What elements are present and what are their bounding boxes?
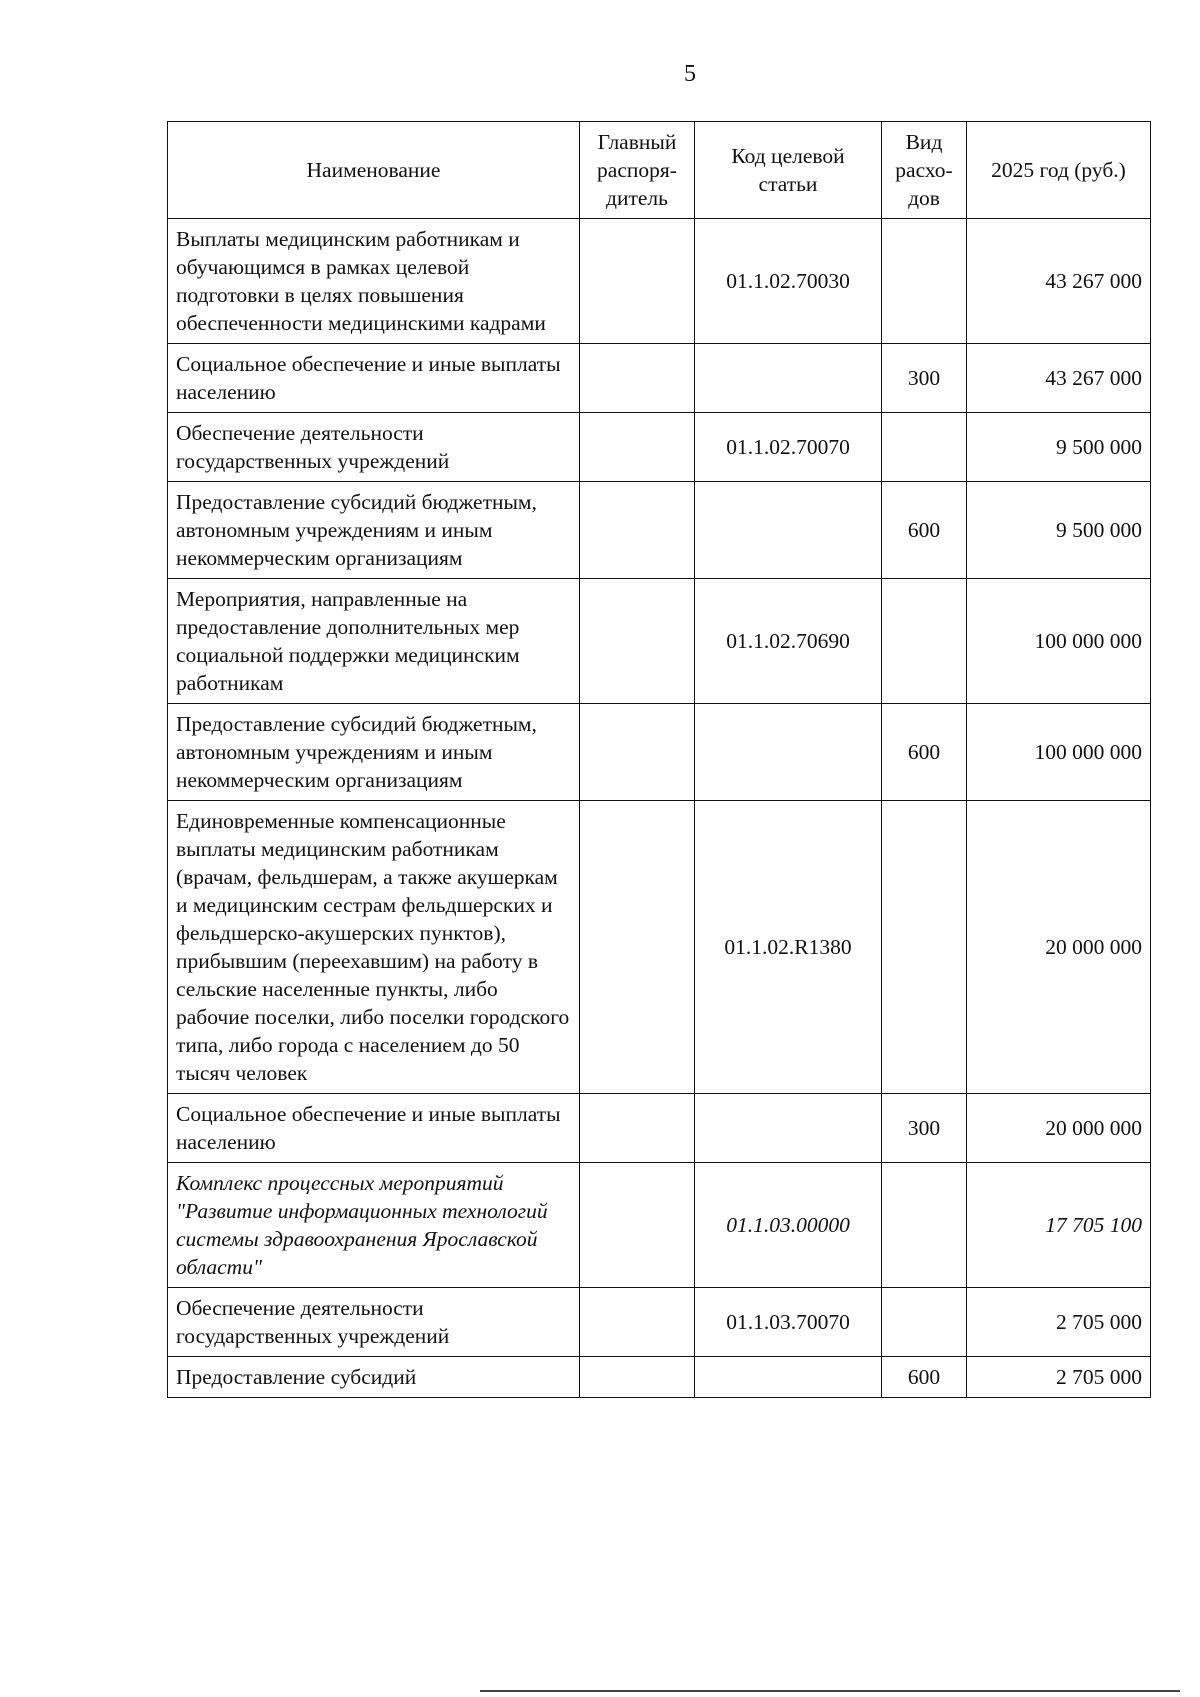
table-row xyxy=(168,1163,1151,1288)
cell-name: Мероприятия, направленные на предоставление дополнительных мер социальной поддержки медицинским работникам xyxy=(168,579,580,704)
table-row xyxy=(168,219,1151,344)
cell-name: Предоставление субсидий бюджетным, автономным учреждениям и иным некоммерческим организациям xyxy=(168,482,580,579)
table-row xyxy=(168,482,1151,579)
header-target-code: Код целевой статьи xyxy=(695,122,882,219)
cell-expense-type xyxy=(882,801,967,1094)
table-row xyxy=(168,344,1151,413)
cell-target-code: 01.1.03.70070 xyxy=(695,1288,882,1357)
cell-name: Обеспечение деятельности государственных учреждений xyxy=(168,413,580,482)
cell-amount-2025: 20 000 000 xyxy=(967,801,1151,1094)
cell-expense-type: 600 xyxy=(882,1357,967,1398)
cell-name: Обеспечение деятельности государственных учреждений xyxy=(168,1288,580,1357)
cell-expense-type xyxy=(882,219,967,344)
cell-target-code: 01.1.03.00000 xyxy=(695,1163,882,1288)
cell-target-code xyxy=(695,704,882,801)
cell-main-manager xyxy=(580,413,695,482)
cell-name: Предоставление субсидий бюджетным, автономным учреждениям и иным некоммерческим организациям xyxy=(168,704,580,801)
cell-name: Социальное обеспечение и иные выплаты населению xyxy=(168,1094,580,1163)
cell-main-manager xyxy=(580,1094,695,1163)
cell-expense-type: 600 xyxy=(882,704,967,801)
cell-expense-type: 600 xyxy=(882,482,967,579)
cell-amount-2025: 100 000 000 xyxy=(967,704,1151,801)
cell-main-manager xyxy=(580,482,695,579)
table-body xyxy=(168,219,1151,1398)
cell-amount-2025: 9 500 000 xyxy=(967,413,1151,482)
cell-amount-2025: 43 267 000 xyxy=(967,219,1151,344)
cell-target-code xyxy=(695,1357,882,1398)
cell-target-code: 01.1.02.70070 xyxy=(695,413,882,482)
cell-name: Комплекс процессных мероприятий "Развитие информационных технологий системы здравоохранения Ярославской области" xyxy=(168,1163,580,1288)
cell-target-code xyxy=(695,1094,882,1163)
table-row xyxy=(168,413,1151,482)
cell-expense-type xyxy=(882,1163,967,1288)
table-row xyxy=(168,801,1151,1094)
cell-main-manager xyxy=(580,1288,695,1357)
cell-main-manager xyxy=(580,1163,695,1288)
cell-main-manager xyxy=(580,579,695,704)
cell-expense-type: 300 xyxy=(882,344,967,413)
cell-name: Предоставление субсидий xyxy=(168,1357,580,1398)
cell-amount-2025: 100 000 000 xyxy=(967,579,1151,704)
cell-amount-2025: 20 000 000 xyxy=(967,1094,1151,1163)
table-row xyxy=(168,1094,1151,1163)
table-row xyxy=(168,704,1151,801)
cell-target-code: 01.1.02.70690 xyxy=(695,579,882,704)
cell-target-code: 01.1.02.70030 xyxy=(695,219,882,344)
table-row xyxy=(168,1288,1151,1357)
cell-main-manager xyxy=(580,219,695,344)
table-header-row xyxy=(168,122,1151,219)
cell-expense-type: 300 xyxy=(882,1094,967,1163)
header-year-2025: 2025 год (руб.) xyxy=(967,122,1151,219)
cell-expense-type xyxy=(882,1288,967,1357)
cell-target-code xyxy=(695,344,882,413)
cell-amount-2025: 2 705 000 xyxy=(967,1288,1151,1357)
cell-target-code xyxy=(695,482,882,579)
budget-table xyxy=(167,121,1151,1398)
header-expense-type: Вид расхо-дов xyxy=(882,122,967,219)
cell-name: Социальное обеспечение и иные выплаты населению xyxy=(168,344,580,413)
cell-main-manager xyxy=(580,801,695,1094)
cell-expense-type xyxy=(882,413,967,482)
footer-rule xyxy=(480,1690,1180,1692)
cell-main-manager xyxy=(580,704,695,801)
cell-name: Выплаты медицинским работникам и обучающимся в рамках целевой подготовки в целях повышения обеспеченности медицинскими кадрами xyxy=(168,219,580,344)
page-number: 5 xyxy=(684,61,696,87)
header-main-manager: Главный распоря-дитель xyxy=(580,122,695,219)
cell-main-manager xyxy=(580,1357,695,1398)
table-row xyxy=(168,579,1151,704)
cell-amount-2025: 9 500 000 xyxy=(967,482,1151,579)
cell-amount-2025: 2 705 000 xyxy=(967,1357,1151,1398)
cell-main-manager xyxy=(580,344,695,413)
cell-amount-2025: 17 705 100 xyxy=(967,1163,1151,1288)
table-row xyxy=(168,1357,1151,1398)
header-name: Наименование xyxy=(168,122,580,219)
cell-target-code: 01.1.02.R1380 xyxy=(695,801,882,1094)
cell-amount-2025: 43 267 000 xyxy=(967,344,1151,413)
cell-name: Единовременные компенсационные выплаты медицинским работникам (врачам, фельдшерам, а также акушеркам и медицинским сестрам фельдшерских и фельдшерско-акушерских пунктов), прибывшим (переехавшим) на работу в сельские населенные пункты, либо рабочие поселки, либо поселки городского типа, либо города с населением до 50 тысяч человек xyxy=(168,801,580,1094)
cell-expense-type xyxy=(882,579,967,704)
